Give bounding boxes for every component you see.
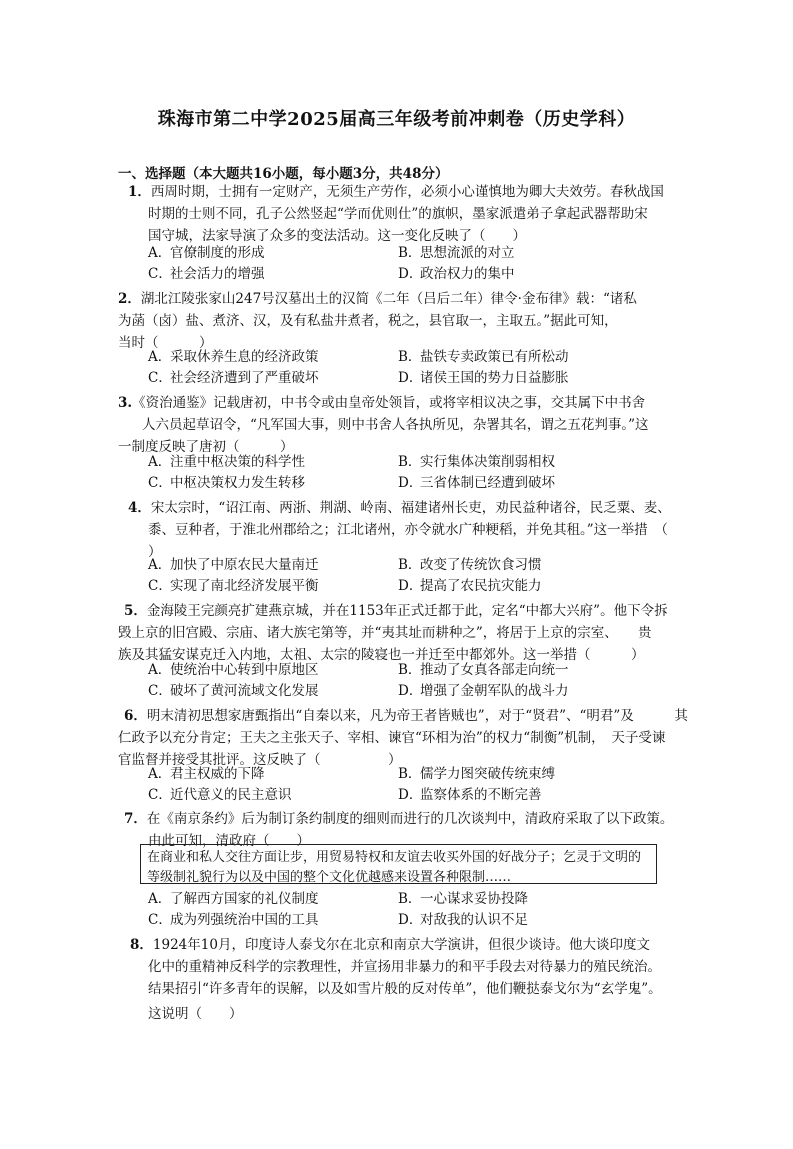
question-text-line: 1924年10月，印度诗人泰戈尔在北京和南京大学演讲，但很少谈诗。他大谈印度文 bbox=[152, 937, 650, 953]
question-number: 4． bbox=[128, 500, 151, 516]
question-text-line: 西周时期，士拥有一定财产，无须生产劳作，必须小心谨慎地为卿大夫效劳。春秋战国 bbox=[150, 184, 664, 200]
option-d[interactable]: D．诸侯王国的势力日益膨胀 bbox=[398, 370, 569, 386]
option-a[interactable]: A．官僚制度的形成 bbox=[148, 245, 265, 261]
question-text-line: 这说明（ ） bbox=[148, 1006, 243, 1022]
question-text-line: 金海陵王完颜亮扩建燕京城，并在1153年正式迁都于此，定名“中都大兴府”。他下令拆 bbox=[146, 603, 668, 619]
question-text-line: 湖北江陵张家山247号汉墓出土的汉简《二年（吕后二年）律令·金布律》载：“诸私 bbox=[140, 291, 637, 307]
question-text-line: ） bbox=[148, 544, 162, 560]
option-b[interactable]: B．儒学力图突破传统束缚 bbox=[398, 766, 555, 782]
question-number: 8． bbox=[130, 937, 153, 953]
option-b[interactable]: B．思想流派的对立 bbox=[398, 245, 515, 261]
question-text-line: 明末清初思想家唐甄指出“自秦以来，凡为帝王者皆贼也”，对于“贤君”、“明君”及 其 bbox=[146, 708, 688, 724]
question-text-line: 时期的士则不同，孔子公然竖起“学而优则仕”的旗帜，墨家派遣弟子拿起武器帮助宋 bbox=[148, 206, 648, 222]
option-b[interactable]: B．盐铁专卖政策已有所松动 bbox=[398, 349, 569, 365]
question-8 bbox=[118, 934, 693, 1025]
option-d[interactable]: D．提高了农民抗灾能力 bbox=[398, 578, 542, 594]
option-a[interactable]: A．使统治中心转到中原地区 bbox=[148, 662, 319, 678]
question-number: 1． bbox=[128, 184, 151, 200]
question-number: 5． bbox=[124, 603, 147, 619]
question-4 bbox=[118, 497, 693, 563]
option-a[interactable]: A．了解西方国家的礼仪制度 bbox=[148, 891, 319, 907]
question-5 bbox=[118, 600, 693, 666]
option-b[interactable]: B．推动了女真各部走向统一 bbox=[398, 662, 569, 678]
option-d[interactable]: D．对敌我的认识不足 bbox=[398, 912, 528, 928]
question-text-line: 在《南京条约》后为制订条约制度的细则而进行的几次谈判中，清政府采取了以下政策。 bbox=[146, 811, 674, 827]
question-text-line: 一制度反映了唐初（ ） bbox=[118, 439, 294, 455]
option-c[interactable]: C．破坏了黄河流域文化发展 bbox=[148, 683, 319, 699]
question-3 bbox=[118, 392, 693, 458]
question-number: 6． bbox=[124, 708, 147, 724]
quoted-material-box bbox=[140, 844, 657, 884]
question-number: 2． bbox=[118, 291, 141, 307]
option-d[interactable]: D．监察体系的不断完善 bbox=[398, 787, 542, 803]
section-heading: 一、选择题（本大题共16小题，每小题3分，共48分） bbox=[118, 166, 449, 182]
question-text-line: 黍、豆种者，于淮北州郡给之；江北诸州，亦令就水广种粳稻，并免其租。”这一举措 （ bbox=[148, 522, 668, 538]
option-c[interactable]: C．近代意义的民主意识 bbox=[148, 787, 292, 803]
question-text-line: 为菡（卤）盐、煮济、汉，及有私盐井煮者，税之，县官取一，主取五。”据此可知， bbox=[118, 313, 618, 329]
question-text-line: 当时（ ） bbox=[118, 335, 213, 351]
option-a[interactable]: A．君主权威的下降 bbox=[148, 766, 265, 782]
option-c[interactable]: C．社会经济遭到了严重破坏 bbox=[148, 370, 319, 386]
option-b[interactable]: B．实行集体决策削弱相权 bbox=[398, 454, 555, 470]
question-text-line: 仁政予以充分肯定；王夫之主张天子、宰相、谏官“环相为治”的权力“制衡”机制， 天子受谏 bbox=[118, 730, 666, 746]
question-text-line: 国守城，法家导演了众多的变法活动。这一变化反映了（ ） bbox=[148, 228, 526, 244]
question-text-line: 化中的重精神反科学的宗教理性，并宣扬用非暴力的和平手段去对待暴力的殖民统治。 bbox=[148, 959, 661, 975]
option-c[interactable]: C．中枢决策权力发生转移 bbox=[148, 475, 305, 491]
question-text-line: 由此可知，清政府（ ） bbox=[148, 833, 310, 849]
question-number: 3. bbox=[118, 395, 133, 411]
question-text-line: 宋太宗时，“诏江南、两浙、荆湖、岭南、福建诸州长吏，劝民益种诸谷，民乏粟、麦、 bbox=[150, 500, 671, 516]
question-text-line: 族及其猛安谋克迁入内地，太祖、太宗的陵寝也一并迁至中都郊外。这一举措（ ） bbox=[118, 647, 645, 663]
option-a[interactable]: A．采取休养生息的经济政策 bbox=[148, 349, 319, 365]
question-text-line: 人六员起草诏令，“凡军国大事，则中书舍人各执所见，杂署其名，谓之五花判事。”这 bbox=[142, 417, 649, 433]
question-2 bbox=[118, 288, 693, 354]
option-a[interactable]: A．注重中枢决策的科学性 bbox=[148, 454, 305, 470]
option-a[interactable]: A．加快了中原农民大量南迁 bbox=[148, 557, 319, 573]
option-c[interactable]: C．实现了南北经济发展平衡 bbox=[148, 578, 319, 594]
quoted-material-line: 等级制礼貌行为以及中国的整个文化优越感来设置各种限制…… bbox=[147, 870, 512, 885]
page-title: 珠海市第二中学2025届高三年级考前冲刺卷（历史学科） bbox=[157, 109, 636, 130]
question-6 bbox=[118, 705, 693, 771]
option-d[interactable]: D．政治权力的集中 bbox=[398, 266, 515, 282]
question-text-line: 毁上京的旧宫殿、宗庙、诸大族宅第等，并“夷其址而耕种之”，将居于上京的宗室、 贵 bbox=[118, 625, 652, 641]
question-1 bbox=[118, 181, 693, 247]
option-c[interactable]: C．成为列强统治中国的工具 bbox=[148, 912, 319, 928]
question-text-line: 官监督并接受其批评。这反映了（ ） bbox=[118, 752, 402, 768]
question-number: 7． bbox=[124, 811, 147, 827]
option-d[interactable]: D．增强了金朝军队的战斗力 bbox=[398, 683, 569, 699]
question-text-line: 结果招引“许多青年的误解，以及如雪片般的反对传单”，他们鞭挞泰戈尔为“玄学鬼”。 bbox=[148, 981, 662, 997]
question-text-line: 《资治通鉴》记载唐初，中书令或由皇帝处领旨，或将宰相议决之事，交其属下中书舍 bbox=[132, 395, 646, 411]
option-b[interactable]: B．一心谋求妥协投降 bbox=[398, 891, 528, 907]
option-d[interactable]: D．三省体制已经遭到破坏 bbox=[398, 475, 555, 491]
option-b[interactable]: B．改变了传统饮食习惯 bbox=[398, 557, 542, 573]
quoted-material-line: 在商业和私人交往方面让步，用贸易特权和友谊去收买外国的好战分子；乞灵于文明的 bbox=[147, 850, 642, 865]
option-c[interactable]: C．社会活力的增强 bbox=[148, 266, 265, 282]
